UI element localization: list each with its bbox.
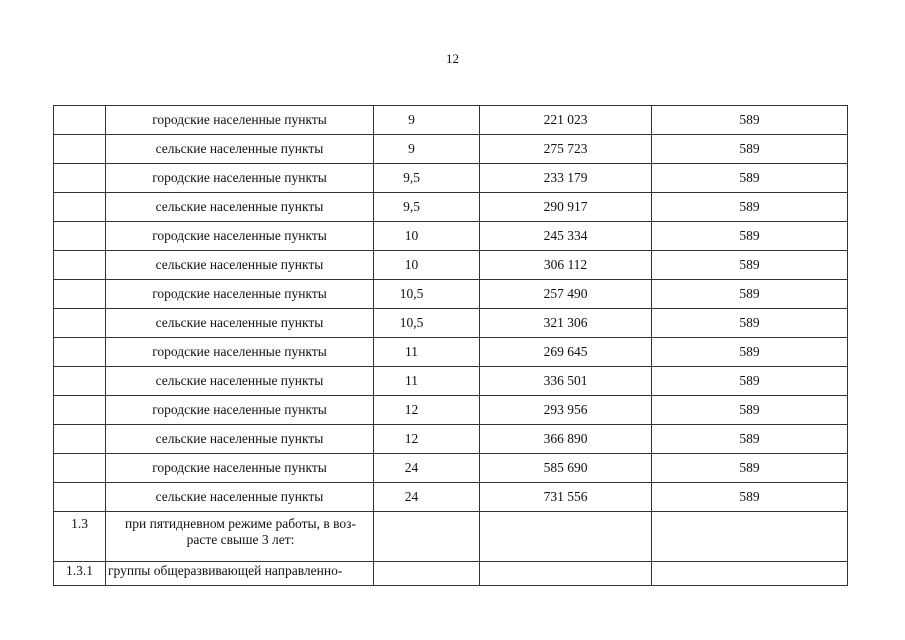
cost-cell: 306 112 <box>480 251 652 280</box>
settlement-type-cell: сельские населенные пункты <box>106 135 374 164</box>
extra-cost-cell: 589 <box>652 164 848 193</box>
hours-cell-value: 9,5 <box>403 170 420 185</box>
hours-cell <box>374 280 480 309</box>
table-row <box>54 483 848 512</box>
settlement-type-cell: городские населенные пункты <box>106 396 374 425</box>
extra-cost-cell: 589 <box>652 106 848 135</box>
section-description-line2: расте свыше 3 лет: <box>186 532 295 547</box>
hours-cell <box>374 454 480 483</box>
extra-cost-cell: 589 <box>652 280 848 309</box>
cost-cell: 221 023 <box>480 106 652 135</box>
extra-cost-cell: 589 <box>652 483 848 512</box>
table-row <box>54 106 848 135</box>
cost-cell: 336 501 <box>480 367 652 396</box>
extra-cost-cell: 589 <box>652 251 848 280</box>
row-number-cell <box>54 280 106 309</box>
settlement-type-cell: городские населенные пункты <box>106 106 374 135</box>
hours-cell-value: 9 <box>408 141 415 156</box>
settlement-type-cell: городские населенные пункты <box>106 454 374 483</box>
extra-cost-cell: 589 <box>652 309 848 338</box>
row-number-cell <box>54 106 106 135</box>
extra-cost-cell: 589 <box>652 367 848 396</box>
hours-cell-value: 12 <box>404 402 419 417</box>
section-description <box>106 512 374 562</box>
row-number-cell <box>54 222 106 251</box>
hours-cell-value: 12 <box>404 431 419 446</box>
hours-cell <box>374 367 480 396</box>
hours-cell <box>374 164 480 193</box>
table-row <box>54 135 848 164</box>
settlement-type-cell: городские населенные пункты <box>106 164 374 193</box>
settlement-type-cell: городские населенные пункты <box>106 280 374 309</box>
table-row <box>54 222 848 251</box>
hours-cell <box>374 483 480 512</box>
table-row <box>54 425 848 454</box>
table-row <box>54 164 848 193</box>
cost-cell: 269 645 <box>480 338 652 367</box>
settlement-type-cell: сельские населенные пункты <box>106 309 374 338</box>
cost-cell: 585 690 <box>480 454 652 483</box>
section-hours-cell <box>374 512 480 562</box>
table-row <box>54 367 848 396</box>
table-row <box>54 396 848 425</box>
settlement-type-cell: городские населенные пункты <box>106 338 374 367</box>
subsection-extra-cell <box>652 562 848 586</box>
settlement-type-cell: сельские населенные пункты <box>106 367 374 396</box>
subsection-row <box>54 562 848 586</box>
settlement-type-cell: сельские населенные пункты <box>106 425 374 454</box>
hours-cell-value: 9 <box>408 112 415 127</box>
section-number: 1.3 <box>54 512 106 562</box>
hours-cell <box>374 309 480 338</box>
cost-cell: 731 556 <box>480 483 652 512</box>
row-number-cell <box>54 135 106 164</box>
cost-cell: 293 956 <box>480 396 652 425</box>
row-number-cell <box>54 251 106 280</box>
hours-cell-value: 11 <box>405 373 418 388</box>
extra-cost-cell: 589 <box>652 425 848 454</box>
extra-cost-cell: 589 <box>652 338 848 367</box>
extra-cost-cell: 589 <box>652 396 848 425</box>
subsection-cost-cell <box>480 562 652 586</box>
hours-cell-value: 10,5 <box>399 286 424 301</box>
hours-cell-value: 10 <box>404 257 419 272</box>
extra-cost-cell: 589 <box>652 454 848 483</box>
row-number-cell <box>54 396 106 425</box>
cost-cell: 257 490 <box>480 280 652 309</box>
row-number-cell <box>54 425 106 454</box>
hours-cell <box>374 106 480 135</box>
hours-cell <box>374 396 480 425</box>
subsection-number: 1.3.1 <box>54 562 106 586</box>
hours-cell-value: 10,5 <box>399 315 424 330</box>
section-description-line1: при пятидневном режиме работы, в воз- <box>125 516 356 531</box>
section-cost-cell <box>480 512 652 562</box>
tariff-table <box>53 105 848 586</box>
page-number: 12 <box>446 51 459 66</box>
table-row <box>54 338 848 367</box>
row-number-cell <box>54 164 106 193</box>
cost-cell: 321 306 <box>480 309 652 338</box>
table-row <box>54 454 848 483</box>
hours-cell-value: 11 <box>405 344 418 359</box>
cost-cell: 233 179 <box>480 164 652 193</box>
row-number-cell <box>54 309 106 338</box>
row-number-cell <box>54 338 106 367</box>
table-body <box>54 106 848 586</box>
row-number-cell <box>54 454 106 483</box>
cost-cell: 366 890 <box>480 425 652 454</box>
section-extra-cell <box>652 512 848 562</box>
hours-cell-value: 10 <box>404 228 419 243</box>
table-row <box>54 309 848 338</box>
hours-cell <box>374 222 480 251</box>
row-number-cell <box>54 483 106 512</box>
row-number-cell <box>54 193 106 222</box>
extra-cost-cell: 589 <box>652 135 848 164</box>
cost-cell: 275 723 <box>480 135 652 164</box>
table-row <box>54 280 848 309</box>
hours-cell <box>374 251 480 280</box>
settlement-type-cell: сельские населенные пункты <box>106 193 374 222</box>
subsection-hours-cell <box>374 562 480 586</box>
hours-cell-value: 24 <box>404 460 419 475</box>
subsection-description: группы общеразвивающей направленно- <box>106 562 374 586</box>
cost-cell: 245 334 <box>480 222 652 251</box>
table-row <box>54 251 848 280</box>
cost-cell: 290 917 <box>480 193 652 222</box>
settlement-type-cell: сельские населенные пункты <box>106 251 374 280</box>
extra-cost-cell: 589 <box>652 193 848 222</box>
section-row <box>54 512 848 562</box>
extra-cost-cell: 589 <box>652 222 848 251</box>
hours-cell-value: 24 <box>404 489 419 504</box>
hours-cell-value: 9,5 <box>403 199 420 214</box>
hours-cell <box>374 425 480 454</box>
hours-cell <box>374 135 480 164</box>
row-number-cell <box>54 367 106 396</box>
hours-cell <box>374 338 480 367</box>
settlement-type-cell: городские населенные пункты <box>106 222 374 251</box>
table-row <box>54 193 848 222</box>
settlement-type-cell: сельские населенные пункты <box>106 483 374 512</box>
hours-cell <box>374 193 480 222</box>
